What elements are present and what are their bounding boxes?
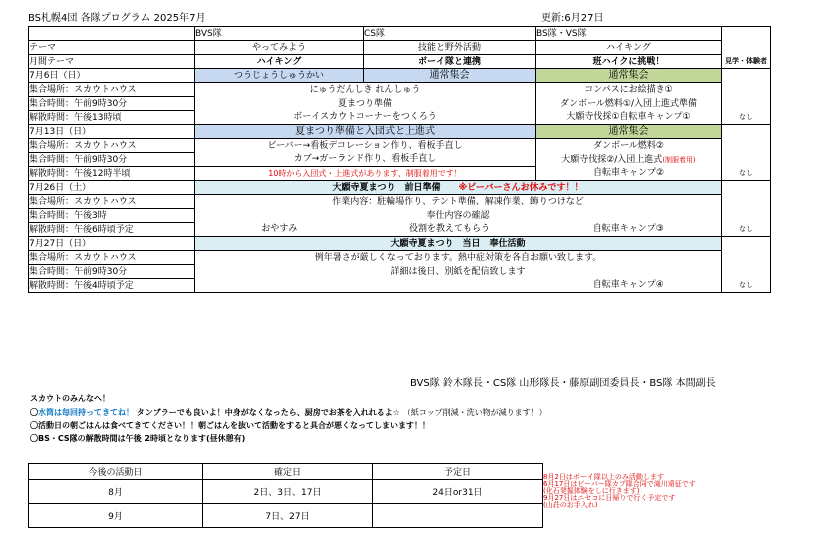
schedule-row: 8月 2日、3日、17日 24日or31日 — [29, 480, 543, 504]
page-title: BS札幌4団 各隊プログラム 2025年7月 — [28, 13, 206, 24]
upcoming-schedule-table — [28, 463, 543, 528]
week-1-row: 7月6日（日） つうじょうしゅうかい 通常集会 通常集会 — [29, 69, 771, 83]
program-table: BVS隊 CS隊 BS隊・VS隊 テーマ やってみよう 技能と野外活動 ハイキング 月間テーマ ハイキング ボーイ隊と連携 班ハイクに挑戦！ 見学・体験者 7月6日（日） つうじょうしゅうかい 通常集会 通常集会 集合場所：スカウトハウス にゅうだんしき れんしゅう コンパスにお絵描き① 集合時間：午前9時30分 夏まつり準備 ダンボール燃料①/入団上進式準備 解散時間：午後13時頃 ボーイスカウトコーナーをつくろう 大願寺伐採①自転車キャンプ① なし 7月13日（日） 夏まつり準備と入団式と上進式 通常集会 集合場所：スカウトハウス ビーバー→看板デコレーション作り、看板手直し ダンボール燃料② 集合時間：午前9時30分 カブ→ガーランド作り、看板手直し 大願寺伐採②/入団上進式(制服着用) 解散時間：午後12時半頃 10時から入団式・上進式があります、制服着用です！ 自転車キャンプ② なし 7月26日（土） 大願寺夏まつり 前日準備 ※ビーバーさんお休みです！！ 集合場所：スカウトハウス 作業内容：駐輪場作り、テント準備、解凍作業、飾りつけなど 集合時間：午後3時 奉仕内容の確認 解散時間：午後6時頃予定 おやすみ 役割を教えてもらう 自転車キャンプ③ なし 7月27日（日） 大願寺夏まつり 当日 奉仕活動 集合場所：スカウトハウス 例年暑さが厳しくなっております。熱中症対策を各自お願い致します。 集合時間：午前9時30分 詳細は後日、別紙を配信致します 解散時間：午後4時頃予定 自転車キャンプ④ なし — [28, 26, 771, 293]
leaders-line: BVS隊 鈴木隊長・CS隊 山形隊長・藤原副団委員長・BS隊 本間副長 — [410, 378, 716, 389]
col-cs: CS隊 — [364, 27, 536, 41]
col-bvs: BVS隊 — [195, 27, 364, 41]
updated-date: 更新:6月27日 — [541, 13, 604, 24]
col-bs: BS隊・VS隊 — [536, 27, 722, 41]
week-3-row: 7月26日（土） 大願寺夏まつり 前日準備 ※ビーバーさんお休みです！！ — [29, 181, 771, 195]
visitor-header: 見学・体験者 — [722, 55, 771, 69]
side-notes: 8月2日はボーイ隊以上のみ活動します 6月17日はビーバー隊カブ隊合同で滝川遠征です (化石発掘体験をしに行きます) 9月27日はニセコに日帰りで行く予定です (山荘のお手入れ) — [543, 473, 696, 509]
week-4-row: 7月27日（日） 大願寺夏まつり 当日 奉仕活動 — [29, 237, 771, 251]
notes-heading: スカウトのみんなへ！ — [30, 394, 110, 403]
week-2-row: 7月13日（日） 夏まつり準備と入団式と上進式 通常集会 — [29, 125, 771, 139]
schedule-row: 9月 7日、27日 — [29, 504, 543, 528]
uniform-notice: 10時から入団式・上進式があります、制服着用です！ — [195, 167, 536, 181]
note-3: 〇BS・CS隊の解散時間は午後 2時頃となります(昼休憩有) — [30, 434, 246, 443]
note-2: 〇活動日の朝ごはんは食べてきてください！！朝ごはんを抜いて活動をすると具合が悪くなってしまいます！！ — [30, 421, 430, 430]
monthly-theme-row: 月間テーマ ハイキング ボーイ隊と連携 班ハイクに挑戦！ 見学・体験者 — [29, 55, 771, 69]
theme-row: テーマ やってみよう 技能と野外活動 ハイキング — [29, 41, 771, 55]
column-header-row — [29, 27, 771, 41]
schedule-header: 今後の活動日 確定日 予定日 — [29, 464, 543, 480]
note-1: 〇水筒は毎回持ってきてね！ タンブラーでも良いよ！中身がなくなったら、厨房でお茶を入れれるよ☆ （紙コップ削減・洗い物が減ります！） — [30, 408, 547, 417]
